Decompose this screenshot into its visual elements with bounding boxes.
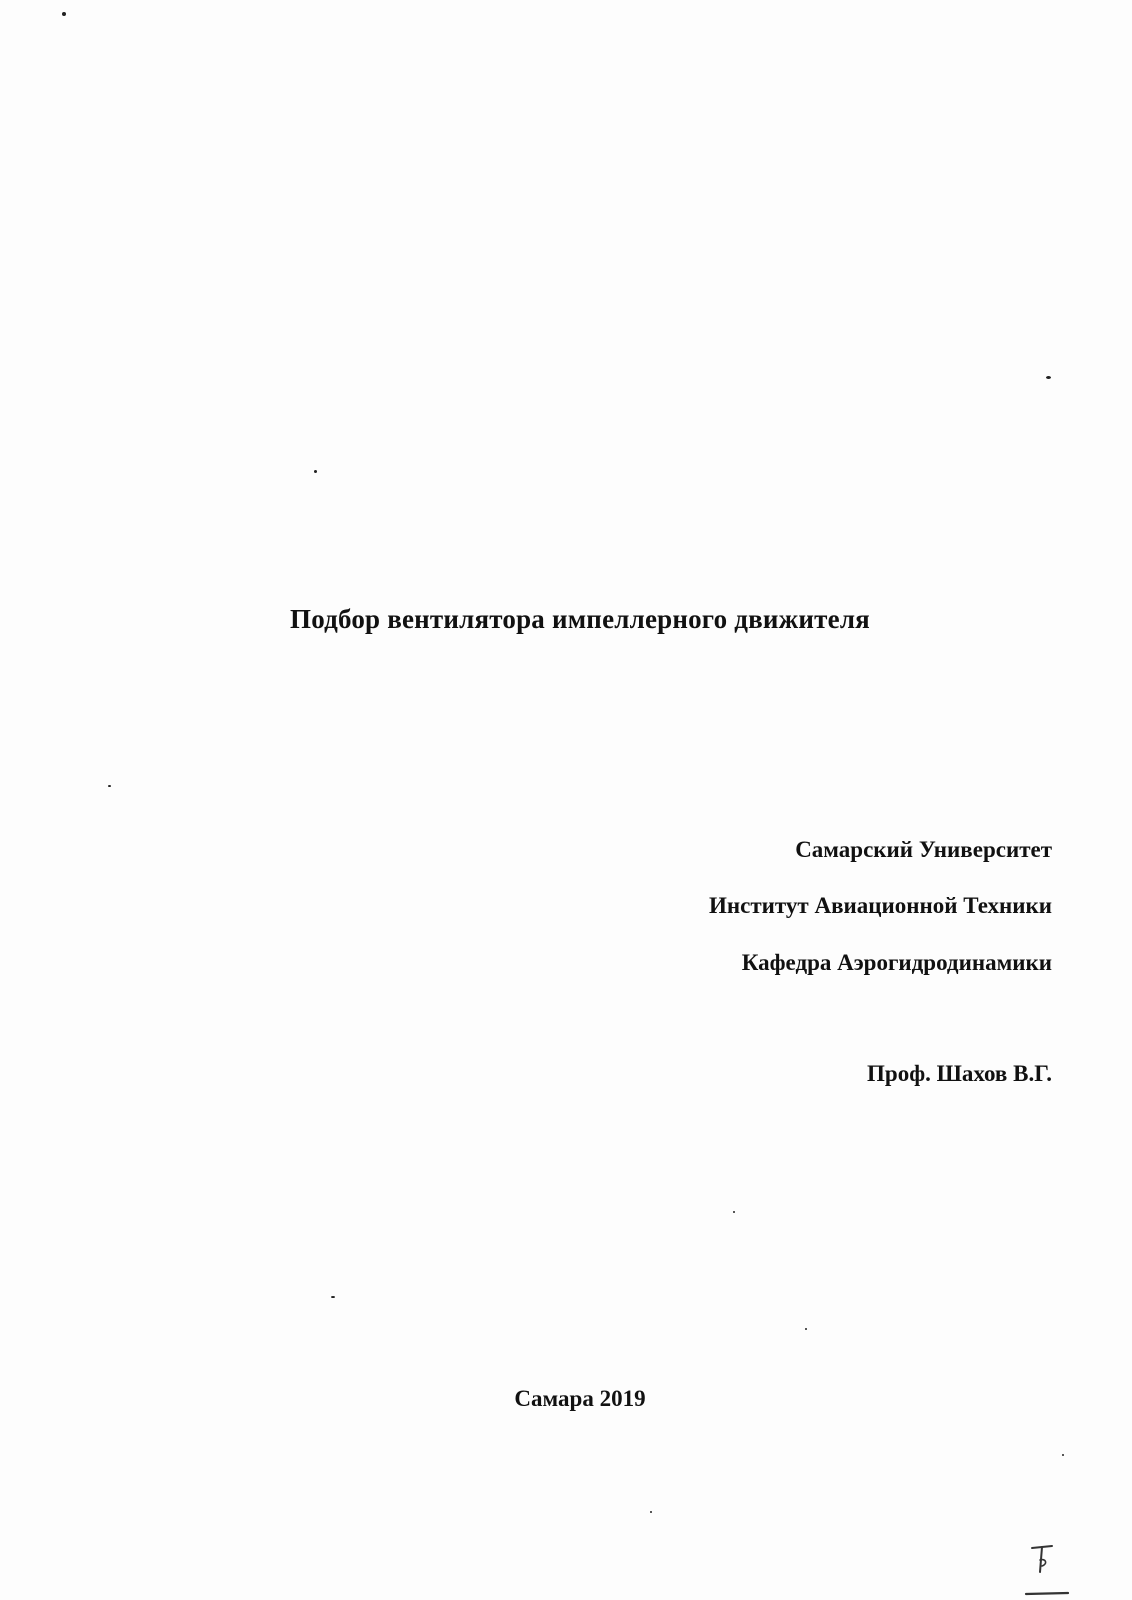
scan-speck xyxy=(331,1296,335,1298)
scan-speck xyxy=(733,1211,735,1213)
author-name: Проф. Шахов В.Г. xyxy=(867,1061,1052,1086)
scan-speck xyxy=(1046,376,1051,379)
scan-speck xyxy=(1062,1454,1064,1456)
institute-name: Институт Авиационной Техники xyxy=(709,893,1052,918)
city-year: Самара 2019 xyxy=(514,1386,646,1411)
university-name: Самарский Университет xyxy=(795,837,1052,862)
handwritten-mark-icon xyxy=(1020,1538,1070,1598)
scan-speck xyxy=(108,785,111,787)
scan-speck xyxy=(805,1328,807,1330)
scan-speck xyxy=(62,12,66,16)
scan-speck xyxy=(650,1511,652,1513)
scan-speck xyxy=(314,470,317,473)
department-name: Кафедра Аэрогидродинамики xyxy=(741,950,1052,975)
document-title: Подбор вентилятора импеллерного движителя xyxy=(290,604,870,634)
